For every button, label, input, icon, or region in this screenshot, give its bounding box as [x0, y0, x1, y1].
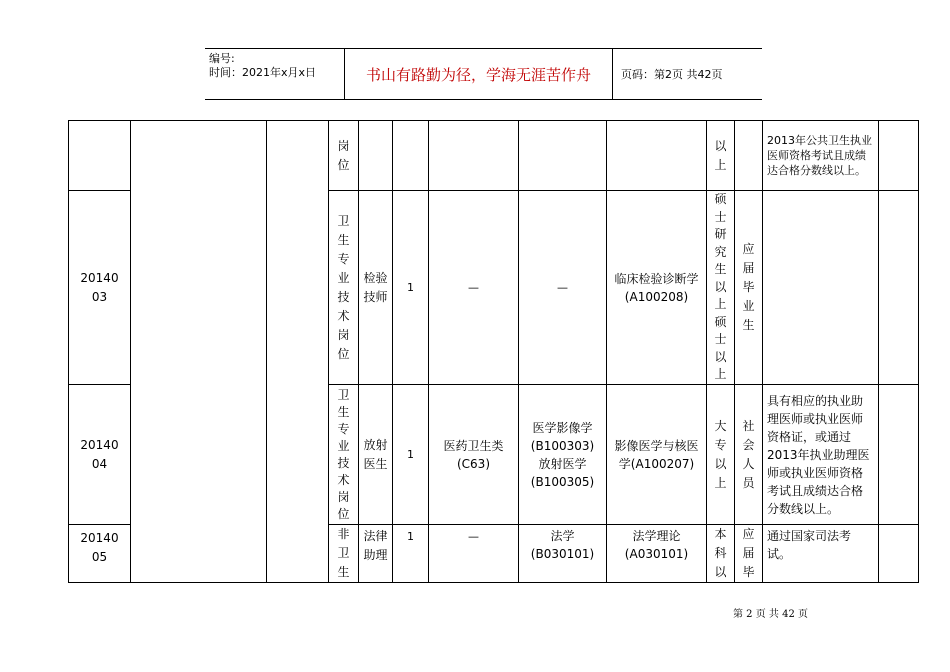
count-cell: 1	[393, 525, 429, 583]
specialty-c-cell	[429, 121, 519, 191]
target-cell	[735, 121, 763, 191]
position-cell: 检验技师	[359, 191, 393, 385]
other-cell: 具有相应的执业助理医师或执业医师资格证，或通过2013年执业助理医师或执业医师资格考试且成绩达合格分数线以上。	[763, 385, 879, 525]
note-cell	[879, 525, 919, 583]
note-cell	[879, 385, 919, 525]
recruitment-table	[68, 120, 919, 583]
target-cell: 社会人员	[735, 385, 763, 525]
specialty-b-cell: 医学影像学(B100303)放射医学(B100305)	[519, 385, 607, 525]
specialty-a-cell: 临床检验诊断学(A100208)	[607, 191, 707, 385]
position-cell: 法律助理	[359, 525, 393, 583]
code-cell: 2014003	[69, 191, 131, 385]
merged-cell	[131, 121, 267, 583]
code-label: 编号:	[209, 52, 235, 65]
table-row	[69, 121, 919, 191]
category-cell: 卫生专业技术岗位	[329, 191, 359, 385]
count-cell: 1	[393, 385, 429, 525]
other-cell: 2013年公共卫生执业医师资格考试且成绩达合格分数线以上。	[763, 121, 879, 191]
education-cell: 本科以	[707, 525, 735, 583]
specialty-c-cell: 医药卫生类(C63)	[429, 385, 519, 525]
page-info: 页码：第2页 共42页	[621, 68, 723, 81]
count-cell	[393, 121, 429, 191]
page-header	[205, 48, 762, 100]
education-cell: 以上	[707, 121, 735, 191]
position-cell: 放射医生	[359, 385, 393, 525]
target-cell: 应届毕	[735, 525, 763, 583]
specialty-a-cell	[607, 121, 707, 191]
target-cell: 应届毕业生	[735, 191, 763, 385]
note-cell	[879, 121, 919, 191]
code-cell: 2014004	[69, 385, 131, 525]
code-cell: 2014005	[69, 525, 131, 583]
specialty-b-cell: 法学(B030101)	[519, 525, 607, 583]
code-cell	[69, 121, 131, 191]
header-left	[205, 49, 344, 102]
position-cell	[359, 121, 393, 191]
specialty-b-cell: —	[519, 191, 607, 385]
time-label: 时间：2021年x月x日	[209, 66, 317, 79]
count-cell: 1	[393, 191, 429, 385]
education-cell: 硕士研究生以上硕士以上	[707, 191, 735, 385]
specialty-c-cell: —	[429, 525, 519, 583]
other-cell	[763, 191, 879, 385]
education-cell: 大专以上	[707, 385, 735, 525]
page-footer: 第 2 页 共 42 页	[733, 609, 808, 620]
note-cell	[879, 191, 919, 385]
category-cell: 岗位	[329, 121, 359, 191]
merged-cell	[267, 121, 329, 583]
other-cell: 通过国家司法考试。	[763, 525, 879, 583]
specialty-a-cell: 法学理论(A030101)	[607, 525, 707, 583]
category-cell: 非卫生	[329, 525, 359, 583]
specialty-a-cell: 影像医学与核医学(A100207)	[607, 385, 707, 525]
specialty-b-cell	[519, 121, 607, 191]
motto: 书山有路勤为径，学海无涯苦作舟	[344, 49, 613, 99]
category-cell: 卫生专业技术岗位	[329, 385, 359, 525]
specialty-c-cell: —	[429, 191, 519, 385]
